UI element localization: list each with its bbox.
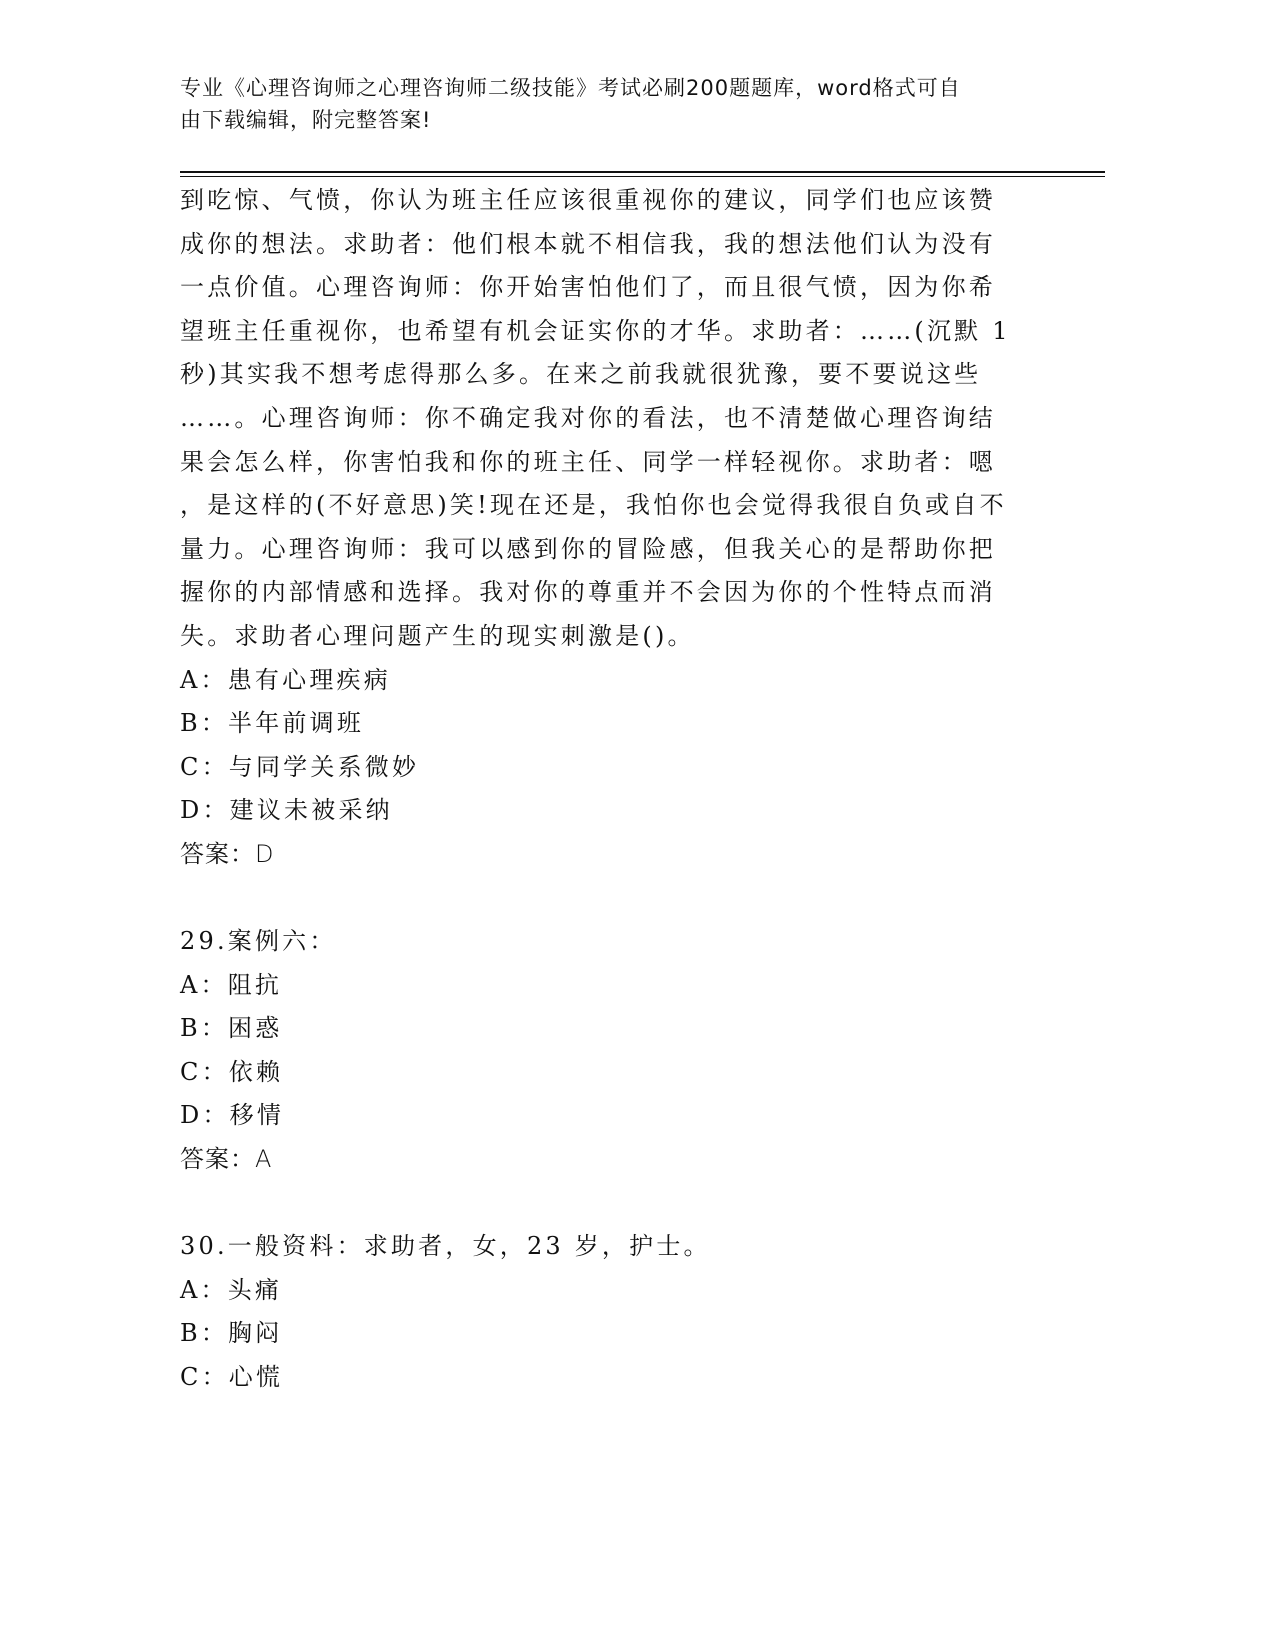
question-stem-line: 量力。心理咨询师：我可以感到你的冒险感，但我关心的是帮助你把 bbox=[180, 534, 996, 563]
header-line: 由下载编辑，附完整答案! bbox=[180, 108, 432, 132]
answer: 答案：D bbox=[180, 839, 275, 868]
question-29 bbox=[180, 920, 1060, 1182]
answer: 答案：A bbox=[180, 1145, 273, 1174]
option-c: C：与同学关系微妙 bbox=[180, 752, 420, 781]
option-b: B：胸闷 bbox=[180, 1319, 283, 1348]
question-stem-line: ，是这样的(不好意思)笑!现在还是，我怕你也会觉得我很自负或自不 bbox=[180, 491, 1007, 520]
question-stem-line: ……。心理咨询师：你不确定我对你的看法，也不清楚做心理咨询结 bbox=[180, 403, 996, 432]
header-divider-thin bbox=[180, 176, 1105, 177]
question-stem-line: 望班主任重视你，也希望有机会证实你的才华。求助者：……(沉默 1 bbox=[180, 316, 1011, 345]
option-a: A：头痛 bbox=[180, 1275, 283, 1304]
question-stem-line: 一点价值。心理咨询师：你开始害怕他们了，而且很气愤，因为你希 bbox=[180, 273, 996, 302]
option-a: A：患有心理疾病 bbox=[180, 665, 391, 694]
option-c: C：依赖 bbox=[180, 1057, 284, 1086]
question-stem-line: 果会怎么样，你害怕我和你的班主任、同学一样轻视你。求助者：嗯 bbox=[180, 447, 996, 476]
document-body bbox=[180, 179, 1060, 1400]
question-stem-line: 到吃惊、气愤，你认为班主任应该很重视你的建议，同学们也应该赞 bbox=[180, 186, 996, 214]
option-b: B：困惑 bbox=[180, 1014, 283, 1043]
option-b: B：半年前调班 bbox=[180, 709, 365, 738]
question-stem: 29.案例六： bbox=[180, 927, 337, 956]
option-c: C：心慌 bbox=[180, 1363, 284, 1392]
option-d: D：移情 bbox=[180, 1101, 285, 1130]
question-30 bbox=[180, 1225, 1060, 1399]
question-28 bbox=[180, 179, 1060, 877]
header-line: 专业《心理咨询师之心理咨询师二级技能》考试必刷200题题库，word格式可自 bbox=[180, 76, 961, 100]
question-stem: 30.一般资料：求助者，女，23 岁，护士。 bbox=[180, 1232, 711, 1261]
document-header bbox=[180, 72, 1040, 136]
option-d: D：建议未被采纳 bbox=[180, 796, 393, 825]
question-stem-line: 成你的想法。求助者：他们根本就不相信我，我的想法他们认为没有 bbox=[180, 229, 996, 258]
question-stem-line: 失。求助者心理问题产生的现实刺激是()。 bbox=[180, 621, 695, 650]
header-divider bbox=[180, 171, 1105, 173]
option-a: A：阻抗 bbox=[180, 970, 283, 999]
question-stem-line: 秒)其实我不想考虑得那么多。在来之前我就很犹豫，要不要说这些 bbox=[180, 360, 982, 389]
question-stem-line: 握你的内部情感和选择。我对你的尊重并不会因为你的个性特点而消 bbox=[180, 578, 996, 607]
